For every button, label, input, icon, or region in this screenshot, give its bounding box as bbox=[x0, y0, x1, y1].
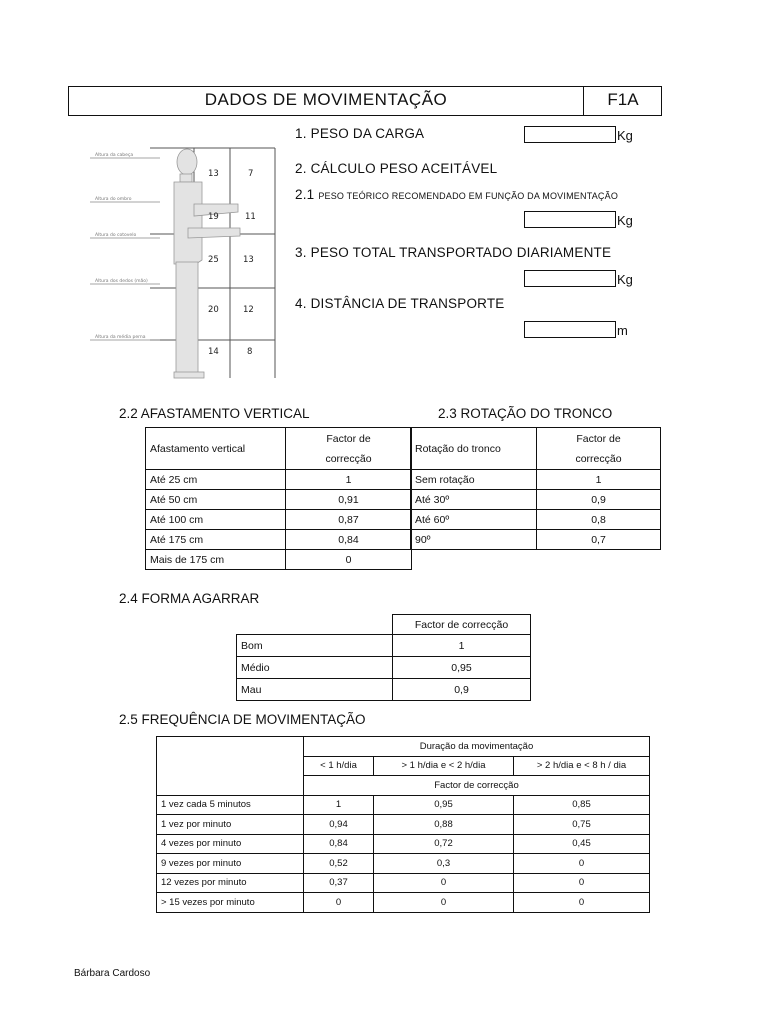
row-value-1: 1 bbox=[304, 795, 374, 815]
grid-value-4b: 12 bbox=[243, 305, 254, 315]
table-row bbox=[146, 550, 412, 570]
row-label: > 15 vezes por minuto bbox=[157, 893, 304, 913]
item-peso-teorico-label: PESO TEÓRICO RECOMENDADO EM FUNÇÃO DA MOVIMENTAÇÃO bbox=[318, 191, 619, 201]
col-header-factor: Factor de correcção bbox=[393, 615, 531, 635]
row-value-2: 0,95 bbox=[374, 795, 514, 815]
section-rotacao-tronco: 2.3 ROTAÇÃO DO TRONCO bbox=[438, 406, 613, 421]
table-row bbox=[237, 657, 531, 679]
row-value-3: 0 bbox=[514, 854, 650, 874]
row-value-3: 0,85 bbox=[514, 795, 650, 815]
row-value-1: 0 bbox=[304, 893, 374, 913]
table-header bbox=[411, 428, 661, 470]
table-row bbox=[146, 510, 412, 530]
row-value-3: 0,75 bbox=[514, 815, 650, 835]
posture-figure bbox=[90, 140, 290, 385]
row-label: 90º bbox=[411, 530, 537, 550]
row-label: Até 60º bbox=[411, 510, 537, 530]
table-row bbox=[146, 530, 412, 550]
table-row bbox=[411, 530, 661, 550]
table-row bbox=[146, 490, 412, 510]
col-header-factor: Factor de correcção bbox=[304, 776, 650, 796]
grid-value-2a: 19 bbox=[208, 212, 219, 222]
row-value-2: 0 bbox=[374, 873, 514, 893]
col-header-duration: Duração da movimentação bbox=[304, 737, 650, 757]
section-forma-agarrar: 2.4 FORMA AGARRAR bbox=[119, 591, 260, 606]
row-label: 9 vezes por minuto bbox=[157, 854, 304, 874]
col-header-factor-line1: Factor de bbox=[576, 432, 621, 445]
col-header-factor-line2: correcção bbox=[325, 452, 372, 465]
row-value-3: 0 bbox=[514, 873, 650, 893]
col-header-factor-line2: correcção bbox=[575, 452, 622, 465]
peso-teorico-unit: Kg bbox=[617, 213, 633, 228]
row-value: 1 bbox=[286, 470, 412, 490]
grid-value-1a: 13 bbox=[208, 169, 219, 179]
col-header-factor-line1: Factor de bbox=[326, 432, 371, 445]
row-label: Até 30º bbox=[411, 490, 537, 510]
row-label: 1 vez cada 5 minutos bbox=[157, 795, 304, 815]
table-header bbox=[237, 615, 531, 635]
row-value: 0,91 bbox=[286, 490, 412, 510]
row-label: Até 175 cm bbox=[146, 530, 286, 550]
item-peso-total: 3. PESO TOTAL TRANSPORTADO DIARIAMENTE bbox=[295, 245, 612, 260]
row-value: 0 bbox=[286, 550, 412, 570]
item-calculo-peso: 2. CÁLCULO PESO ACEITÁVEL bbox=[295, 161, 498, 176]
peso-carga-unit: Kg bbox=[617, 128, 633, 143]
table-row bbox=[157, 893, 650, 913]
row-value-3: 0 bbox=[514, 893, 650, 913]
level-label-calf: Altura da média perna bbox=[95, 335, 146, 340]
row-value-1: 0,84 bbox=[304, 834, 374, 854]
row-value: 0,87 bbox=[286, 510, 412, 530]
peso-carga-field[interactable] bbox=[524, 126, 616, 143]
grid-value-5a: 14 bbox=[208, 347, 219, 357]
row-value: 0,9 bbox=[537, 490, 661, 510]
section-afastamento-vertical: 2.2 AFASTAMENTO VERTICAL bbox=[119, 406, 310, 421]
grid-value-3b: 13 bbox=[243, 255, 254, 265]
table-rotacao-tronco bbox=[410, 427, 661, 550]
table-row bbox=[411, 490, 661, 510]
grid-value-5b: 8 bbox=[247, 347, 253, 357]
grid-value-3a: 25 bbox=[208, 255, 219, 265]
row-value: 0,9 bbox=[393, 679, 531, 701]
row-value-1: 0,94 bbox=[304, 815, 374, 835]
grid-value-2b: 11 bbox=[245, 212, 256, 222]
table-row bbox=[157, 854, 650, 874]
section-frequencia-movimentacao: 2.5 FREQUÊNCIA DE MOVIMENTAÇÃO bbox=[119, 712, 366, 727]
row-value-2: 0,3 bbox=[374, 854, 514, 874]
level-label-fingers: Altura dos dedos (mão) bbox=[95, 279, 148, 284]
table-row bbox=[411, 470, 661, 490]
row-value-2: 0,72 bbox=[374, 834, 514, 854]
row-value-1: 0,52 bbox=[304, 854, 374, 874]
table-header-duration bbox=[157, 737, 650, 757]
item-distancia: 4. DISTÂNCIA DE TRANSPORTE bbox=[295, 296, 505, 311]
table-row bbox=[157, 834, 650, 854]
peso-teorico-field[interactable] bbox=[524, 211, 616, 228]
row-value: 1 bbox=[393, 635, 531, 657]
table-afastamento-vertical bbox=[145, 427, 412, 570]
row-label: Até 50 cm bbox=[146, 490, 286, 510]
table-row bbox=[237, 679, 531, 701]
table-row bbox=[157, 873, 650, 893]
footer-author: Bárbara Cardoso bbox=[74, 968, 151, 979]
peso-total-field[interactable] bbox=[524, 270, 616, 287]
col-header-duration-2: > 1 h/dia e < 2 h/dia bbox=[374, 756, 514, 776]
empty-header-cell bbox=[237, 615, 393, 635]
row-label: 4 vezes por minuto bbox=[157, 834, 304, 854]
level-label-head: Altura da cabeça bbox=[95, 153, 134, 158]
table-row bbox=[411, 510, 661, 530]
col-header-duration-1: < 1 h/dia bbox=[304, 756, 374, 776]
table-forma-agarrar bbox=[236, 614, 531, 701]
row-label: Até 100 cm bbox=[146, 510, 286, 530]
row-value: 1 bbox=[537, 470, 661, 490]
level-label-shoulder: Altura do ombro bbox=[95, 197, 132, 202]
empty-header-cell bbox=[157, 737, 304, 796]
row-label: Médio bbox=[237, 657, 393, 679]
item-peso-teorico-number: 2.1 bbox=[295, 187, 315, 202]
distancia-field[interactable] bbox=[524, 321, 616, 338]
table-frequencia-movimentacao bbox=[156, 736, 650, 913]
row-label: Mais de 175 cm bbox=[146, 550, 286, 570]
row-label: Sem rotação bbox=[411, 470, 537, 490]
row-label: 12 vezes por minuto bbox=[157, 873, 304, 893]
row-value: 0,84 bbox=[286, 530, 412, 550]
distancia-unit: m bbox=[617, 323, 628, 338]
table-row bbox=[157, 795, 650, 815]
form-title: DADOS DE MOVIMENTAÇÃO bbox=[204, 90, 448, 109]
level-labels bbox=[95, 152, 148, 340]
item-peso-carga: 1. PESO DA CARGA bbox=[295, 126, 425, 141]
col-header-rotacao: Rotação do tronco bbox=[411, 428, 537, 470]
form-header bbox=[68, 86, 662, 116]
grid-values bbox=[208, 169, 256, 357]
peso-total-unit: Kg bbox=[617, 272, 633, 287]
row-value-1: 0,37 bbox=[304, 873, 374, 893]
col-header-factor bbox=[286, 428, 412, 470]
row-value: 0,8 bbox=[537, 510, 661, 530]
table-header bbox=[146, 428, 412, 470]
row-label: Até 25 cm bbox=[146, 470, 286, 490]
row-value: 0,95 bbox=[393, 657, 531, 679]
row-value-3: 0,45 bbox=[514, 834, 650, 854]
level-label-elbow: Altura do cotovelo bbox=[95, 233, 137, 238]
row-label: 1 vez por minuto bbox=[157, 815, 304, 835]
item-peso-teorico bbox=[295, 187, 618, 202]
table-row bbox=[157, 815, 650, 835]
form-code: F1A bbox=[607, 90, 639, 109]
row-label: Mau bbox=[237, 679, 393, 701]
col-header-factor bbox=[537, 428, 661, 470]
grid-value-1b: 7 bbox=[248, 169, 254, 179]
grid-value-4a: 20 bbox=[208, 305, 219, 315]
row-value-2: 0 bbox=[374, 893, 514, 913]
row-value-2: 0,88 bbox=[374, 815, 514, 835]
table-row bbox=[237, 635, 531, 657]
level-lines bbox=[90, 158, 160, 340]
table-row bbox=[146, 470, 412, 490]
row-value: 0,7 bbox=[537, 530, 661, 550]
col-header-afastamento: Afastamento vertical bbox=[146, 428, 286, 470]
col-header-duration-3: > 2 h/dia e < 8 h / dia bbox=[514, 756, 650, 776]
row-label: Bom bbox=[237, 635, 393, 657]
